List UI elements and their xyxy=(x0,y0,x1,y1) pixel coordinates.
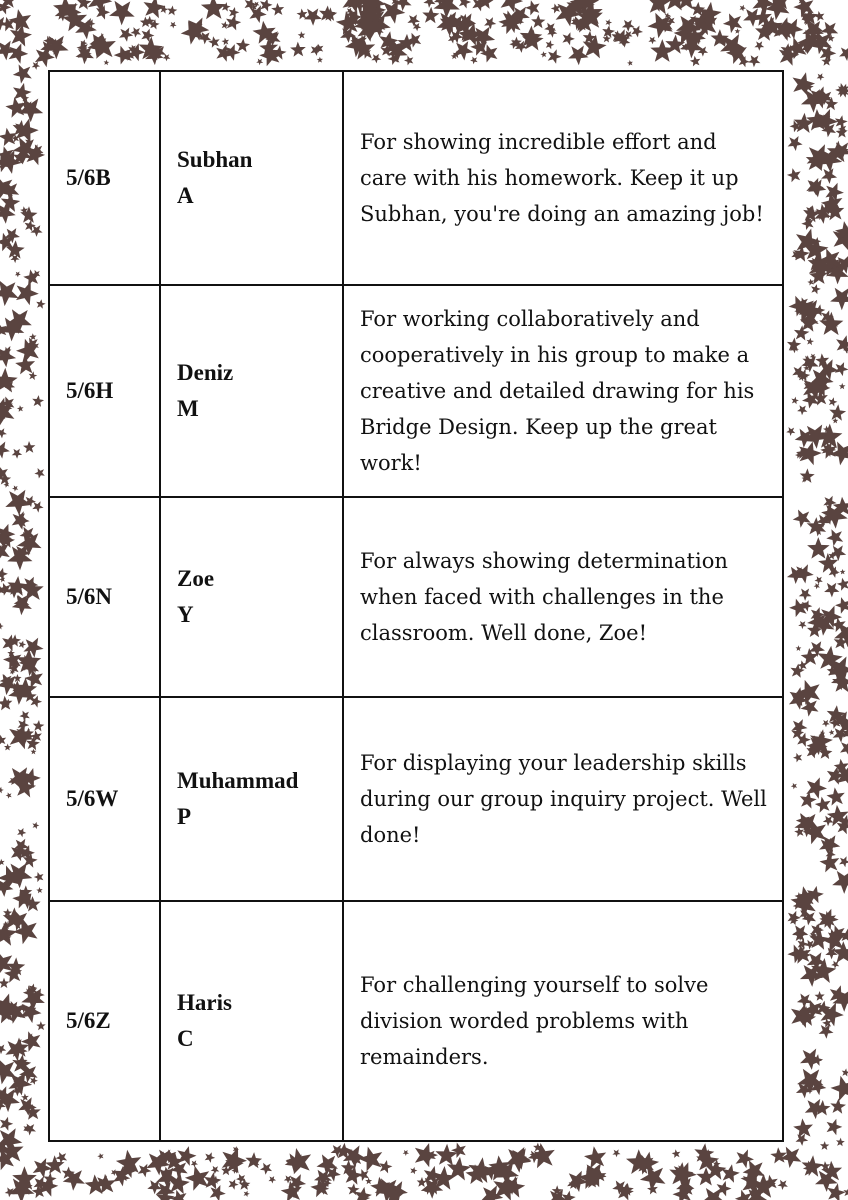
star-decoration xyxy=(0,978,9,988)
award-message-cell: For displaying your leadership skills during our group inquiry project. Well done! xyxy=(343,697,783,901)
star-decoration xyxy=(260,0,273,12)
star-decoration xyxy=(33,720,45,731)
star-decoration xyxy=(0,583,11,596)
star-decoration xyxy=(422,7,439,24)
star-decoration xyxy=(256,59,263,66)
star-decoration xyxy=(798,621,807,629)
first-name: Muhammad xyxy=(177,768,299,793)
star-decoration xyxy=(631,26,643,38)
star-decoration xyxy=(786,427,795,436)
star-decoration xyxy=(310,1178,329,1197)
star-decoration xyxy=(788,136,803,151)
star-decoration xyxy=(244,1191,250,1197)
star-decoration xyxy=(21,1093,29,1101)
star-decoration xyxy=(30,225,42,237)
star-decoration xyxy=(163,54,171,61)
star-decoration xyxy=(260,1163,272,1175)
star-decoration xyxy=(796,645,802,651)
star-decoration xyxy=(6,792,12,798)
star-decoration xyxy=(824,583,839,598)
star-decoration xyxy=(807,279,814,286)
star-decoration xyxy=(830,288,848,311)
star-decoration xyxy=(754,41,764,50)
star-decoration xyxy=(672,1149,681,1158)
star-decoration xyxy=(748,55,761,67)
star-decoration xyxy=(835,362,848,376)
star-decoration xyxy=(304,8,322,25)
star-decoration xyxy=(434,0,460,18)
star-decoration xyxy=(840,569,846,575)
star-decoration xyxy=(0,1117,13,1131)
star-decoration xyxy=(799,589,812,601)
star-decoration xyxy=(0,787,4,794)
star-decoration xyxy=(829,730,835,736)
star-decoration xyxy=(36,1021,46,1030)
star-decoration xyxy=(290,42,306,57)
star-decoration xyxy=(19,711,29,722)
star-decoration xyxy=(540,51,546,57)
star-decoration xyxy=(807,537,830,559)
star-decoration xyxy=(778,1180,788,1190)
star-decoration xyxy=(236,38,250,52)
star-decoration xyxy=(796,1134,809,1146)
star-decoration xyxy=(787,168,801,182)
star-decoration xyxy=(622,20,635,32)
star-decoration xyxy=(815,797,831,813)
star-decoration xyxy=(842,1068,848,1076)
star-decoration xyxy=(627,60,633,66)
star-decoration xyxy=(827,787,845,805)
star-decoration xyxy=(9,43,29,63)
star-decoration xyxy=(0,346,16,367)
star-decoration xyxy=(0,280,19,306)
star-decoration xyxy=(131,27,142,37)
star-decoration xyxy=(821,168,837,184)
star-decoration xyxy=(800,792,817,809)
star-decoration xyxy=(298,31,306,39)
star-decoration xyxy=(170,22,177,29)
star-decoration xyxy=(830,1098,846,1113)
star-decoration xyxy=(470,57,478,65)
star-decoration xyxy=(827,1119,843,1136)
star-decoration xyxy=(404,56,413,66)
star-decoration xyxy=(0,735,6,745)
first-name: Subhan xyxy=(177,147,253,172)
star-decoration xyxy=(216,44,233,61)
student-name-cell xyxy=(160,285,343,497)
star-decoration xyxy=(819,312,843,335)
star-decoration xyxy=(836,1138,845,1147)
star-decoration xyxy=(807,338,815,346)
star-decoration xyxy=(167,6,177,16)
class-cell: 5/6W xyxy=(49,697,160,901)
star-decoration xyxy=(815,991,825,1001)
class-cell: 5/6H xyxy=(49,285,160,497)
star-decoration xyxy=(0,623,4,630)
star-decoration xyxy=(271,3,284,16)
student-name-cell xyxy=(160,901,343,1141)
star-decoration xyxy=(32,62,40,70)
star-decoration xyxy=(791,397,799,405)
star-decoration xyxy=(814,583,820,589)
star-decoration xyxy=(365,1178,372,1185)
star-decoration xyxy=(269,1176,277,1183)
star-decoration xyxy=(10,24,32,46)
first-name: Deniz xyxy=(177,360,234,385)
student-name-cell xyxy=(160,497,343,697)
star-decoration xyxy=(23,269,39,285)
star-decoration xyxy=(17,405,24,412)
star-decoration xyxy=(829,404,846,421)
star-decoration xyxy=(205,1152,216,1163)
star-decoration xyxy=(34,468,44,479)
star-decoration xyxy=(221,21,229,29)
star-decoration xyxy=(797,994,812,1009)
class-cell: 5/6B xyxy=(49,71,160,285)
star-decoration xyxy=(827,1183,845,1200)
last-initial: C xyxy=(177,1026,194,1051)
star-decoration xyxy=(793,753,802,763)
star-decoration xyxy=(791,783,797,790)
star-decoration xyxy=(735,1190,752,1200)
star-decoration xyxy=(0,368,18,393)
student-name-cell xyxy=(160,697,343,901)
star-decoration xyxy=(548,49,562,64)
star-decoration xyxy=(5,97,26,118)
star-decoration xyxy=(16,282,39,306)
star-decoration xyxy=(721,1164,739,1183)
star-decoration xyxy=(835,597,848,614)
table-row xyxy=(49,901,783,1141)
star-decoration xyxy=(459,0,471,8)
star-decoration xyxy=(379,1160,392,1173)
star-decoration xyxy=(780,1147,802,1168)
star-decoration xyxy=(97,1153,103,1160)
star-decoration xyxy=(109,1,135,26)
star-decoration xyxy=(793,1118,813,1138)
star-decoration xyxy=(23,638,43,658)
star-decoration xyxy=(410,1167,417,1174)
star-decoration xyxy=(119,28,133,42)
star-decoration xyxy=(811,284,821,294)
star-decoration xyxy=(568,46,588,66)
star-decoration xyxy=(226,15,241,31)
star-decoration xyxy=(104,60,110,66)
star-decoration xyxy=(839,856,848,867)
star-decoration xyxy=(222,38,230,46)
star-decoration xyxy=(191,1160,198,1167)
star-decoration xyxy=(0,428,7,438)
star-decoration xyxy=(29,371,38,380)
star-decoration xyxy=(800,468,815,483)
star-decoration xyxy=(36,887,42,893)
star-decoration xyxy=(23,441,35,453)
star-decoration xyxy=(839,47,848,62)
first-name: Zoe xyxy=(177,566,215,591)
table-row xyxy=(49,71,783,285)
star-decoration xyxy=(829,397,838,406)
star-decoration xyxy=(210,1185,226,1200)
star-decoration xyxy=(245,0,257,11)
star-decoration xyxy=(371,54,381,64)
awards-table xyxy=(48,70,784,1142)
class-cell: 5/6Z xyxy=(49,901,160,1141)
star-decoration xyxy=(36,299,46,309)
last-initial: M xyxy=(177,396,199,421)
star-decoration xyxy=(228,1179,238,1190)
star-decoration xyxy=(836,335,848,353)
star-decoration xyxy=(201,0,226,19)
star-decoration xyxy=(5,490,31,516)
star-decoration xyxy=(19,641,27,649)
star-decoration xyxy=(817,73,825,81)
star-decoration xyxy=(30,1077,38,1085)
star-decoration xyxy=(525,0,540,15)
star-decoration xyxy=(793,510,811,528)
last-initial: P xyxy=(177,804,192,829)
star-decoration xyxy=(823,496,836,509)
star-decoration xyxy=(34,872,44,882)
star-decoration xyxy=(32,501,43,512)
award-message-cell: For challenging yourself to solve division worded problems with remainders. xyxy=(343,901,783,1141)
star-decoration xyxy=(32,395,44,407)
star-decoration xyxy=(0,1044,6,1054)
star-decoration xyxy=(13,64,32,83)
star-decoration xyxy=(0,859,5,866)
star-decoration xyxy=(484,17,496,29)
star-decoration xyxy=(839,383,846,389)
star-decoration xyxy=(820,1141,829,1150)
star-decoration xyxy=(735,28,741,34)
star-decoration xyxy=(837,578,848,591)
star-decoration xyxy=(822,720,830,728)
star-decoration xyxy=(820,853,840,873)
star-decoration xyxy=(211,1166,220,1174)
table-row xyxy=(49,697,783,901)
star-decoration xyxy=(358,1147,382,1172)
last-initial: A xyxy=(177,183,194,208)
star-decoration xyxy=(0,442,10,459)
star-decoration xyxy=(814,11,824,21)
star-decoration xyxy=(435,1144,458,1166)
star-decoration xyxy=(77,0,92,10)
star-decoration xyxy=(32,822,39,829)
star-decoration xyxy=(788,911,801,925)
student-name-cell xyxy=(160,71,343,285)
star-decoration xyxy=(826,529,843,546)
award-message-cell: For showing incredible effort and care with his homework. Keep it up Subhan, you're doing an amazing job! xyxy=(343,71,783,285)
star-decoration xyxy=(740,5,747,12)
star-decoration xyxy=(821,22,839,39)
star-decoration xyxy=(612,1149,620,1157)
first-name: Haris xyxy=(177,990,232,1015)
last-initial: Y xyxy=(177,602,194,627)
star-decoration xyxy=(13,83,32,102)
star-decoration xyxy=(831,1076,848,1101)
table-row xyxy=(49,285,783,497)
star-decoration xyxy=(546,40,555,49)
star-decoration xyxy=(15,272,21,278)
star-decoration xyxy=(24,1124,36,1136)
star-decoration xyxy=(531,14,545,28)
award-message-cell: For working collaboratively and cooperatively in his group to make a creative and detailed drawing for his Bridge Design. Keep up the great work! xyxy=(343,285,783,497)
class-cell: 5/6N xyxy=(49,497,160,697)
star-decoration xyxy=(815,576,823,584)
star-decoration xyxy=(317,57,323,63)
star-decoration xyxy=(20,206,37,223)
star-decoration xyxy=(648,37,656,45)
star-decoration xyxy=(797,405,807,415)
star-decoration xyxy=(12,511,30,530)
star-decoration xyxy=(567,1171,588,1192)
star-decoration xyxy=(12,485,18,491)
star-decoration xyxy=(12,449,23,459)
star-decoration xyxy=(606,19,613,26)
star-decoration xyxy=(403,1150,409,1156)
star-decoration xyxy=(797,938,808,949)
star-decoration xyxy=(423,0,435,8)
award-message-cell: For always showing determination when faced with challenges in the classroom. Well done, Zoe! xyxy=(343,497,783,697)
star-decoration xyxy=(602,25,615,38)
star-decoration xyxy=(4,744,11,751)
star-decoration xyxy=(562,32,575,45)
star-decoration xyxy=(208,36,220,48)
star-decoration xyxy=(836,126,848,138)
star-decoration xyxy=(770,1147,787,1163)
star-decoration xyxy=(17,828,26,837)
star-decoration xyxy=(245,1152,262,1168)
table-row xyxy=(49,497,783,697)
star-decoration xyxy=(723,13,742,33)
star-decoration xyxy=(233,1146,239,1152)
star-decoration xyxy=(823,816,834,827)
star-decoration xyxy=(454,41,474,60)
